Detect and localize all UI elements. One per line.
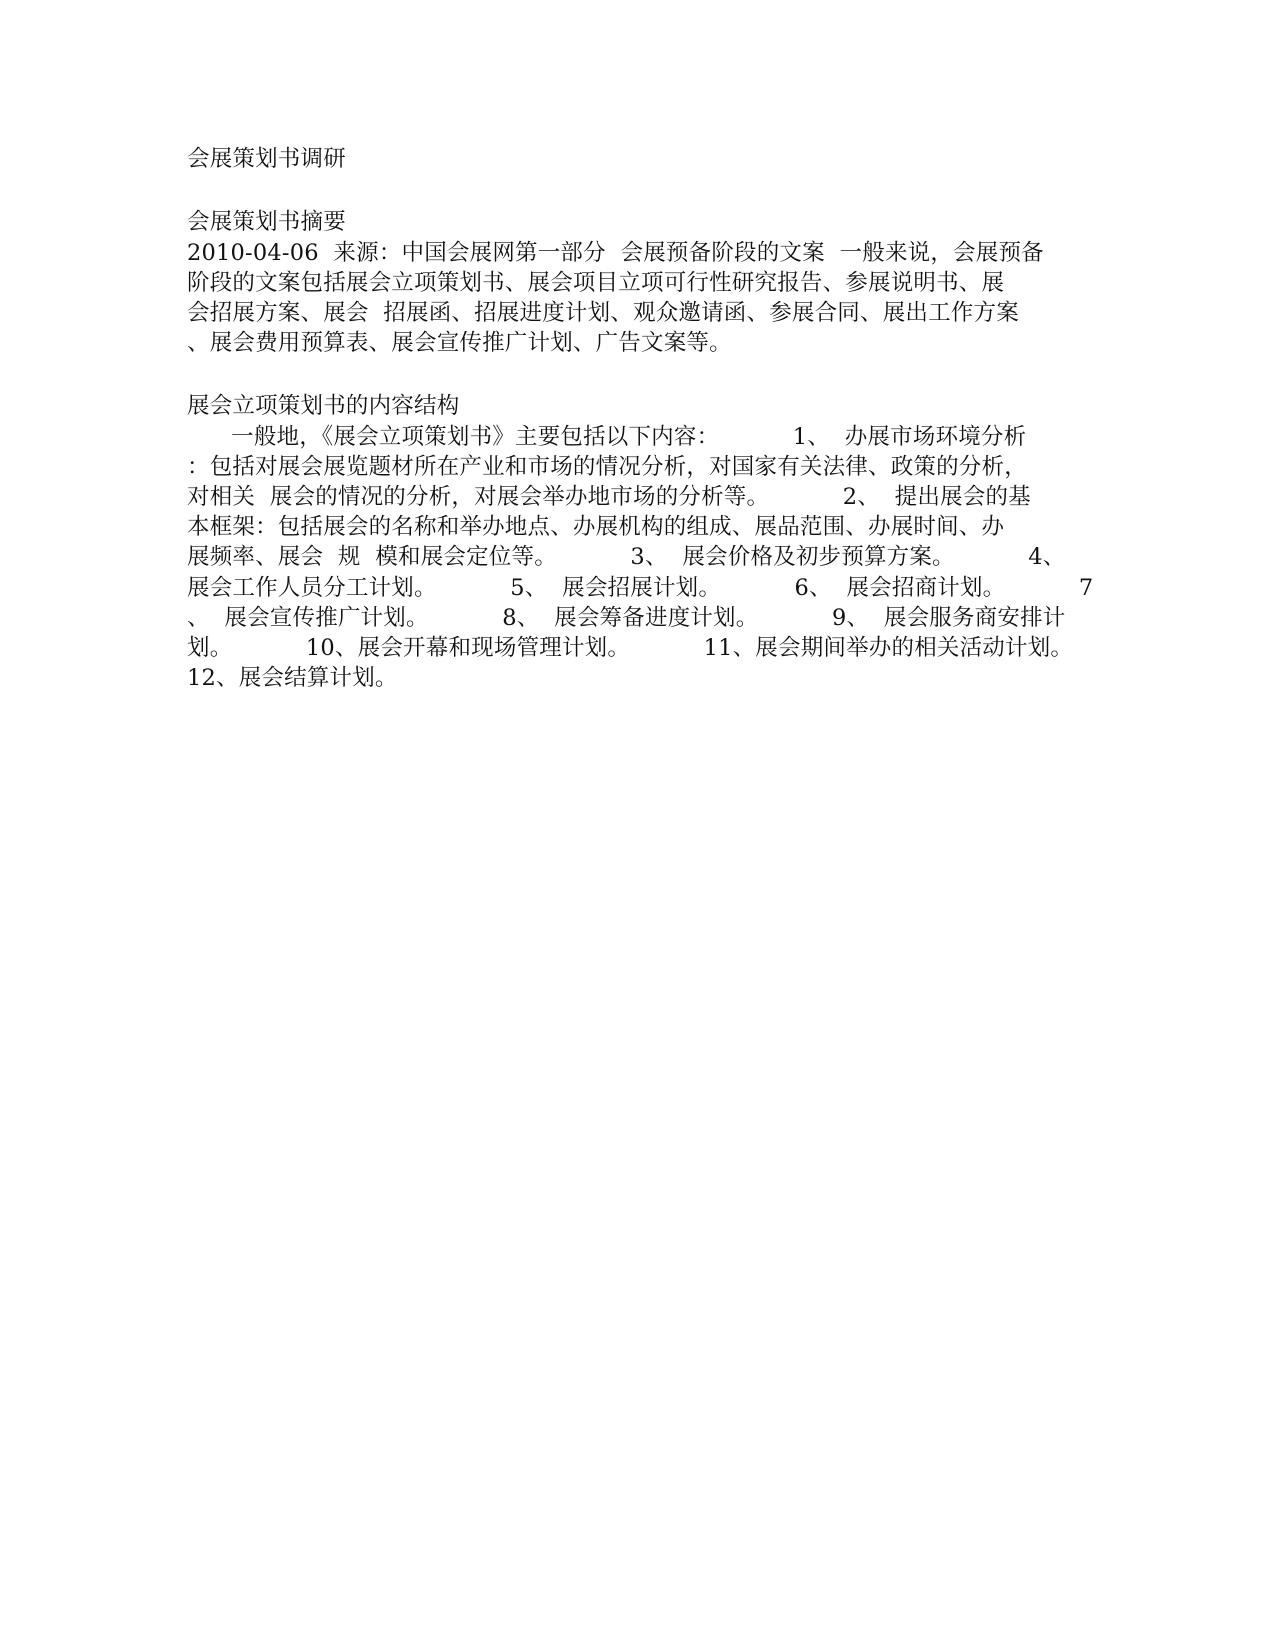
paragraph-line: 展频率、展会 规 模和展会定位等。 3、 展会价格及初步预算方案。 4、	[187, 544, 1066, 570]
paragraph-line: 一般地，《展会立项策划书》主要包括以下内容： 1、 办展市场环境分析	[187, 424, 1027, 450]
paragraph-line: 对相关 展会的情况的分析，对展会举办地市场的分析等。 2、 提出展会的基	[187, 484, 1031, 510]
paragraph-line: 展会工作人员分工计划。 5、 展会招展计划。 6、 展会招商计划。 7	[187, 575, 1094, 601]
document-title: 会展策划书调研	[187, 146, 346, 172]
paragraph-line: 、 展会宣传推广计划。 8、 展会筹备进度计划。 9、 展会服务商安排计	[187, 605, 1066, 631]
paragraph-line: 、展会费用预算表、展会宣传推广计划、广告文案等。	[187, 330, 732, 356]
paragraph-line: 2010-04-06 来源：中国会展网第一部分 会展预备阶段的文案 一般来说，会展预备	[187, 240, 1044, 266]
paragraph-line: 本框架：包括展会的名称和举办地点、办展机构的组成、展品范围、办展时间、办	[187, 514, 1005, 540]
paragraph-line: 划。 10、展会开幕和现场管理计划。 11、展会期间举办的相关活动计划。	[187, 635, 1074, 661]
paragraph-line: 会招展方案、展会 招展函、招展进度计划、观众邀请函、参展合同、展出工作方案	[187, 300, 1019, 326]
section-heading-structure: 展会立项策划书的内容结构	[187, 393, 460, 419]
section-heading-summary: 会展策划书摘要	[187, 209, 346, 235]
paragraph-line: 阶段的文案包括展会立项策划书、展会项目立项可行性研究报告、参展说明书、展	[187, 270, 1005, 296]
paragraph-line: ：包括对展会展览题材所在产业和市场的情况分析，对国家有关法律、政策的分析，	[187, 454, 1027, 480]
paragraph-line: 12、展会结算计划。	[187, 665, 398, 691]
